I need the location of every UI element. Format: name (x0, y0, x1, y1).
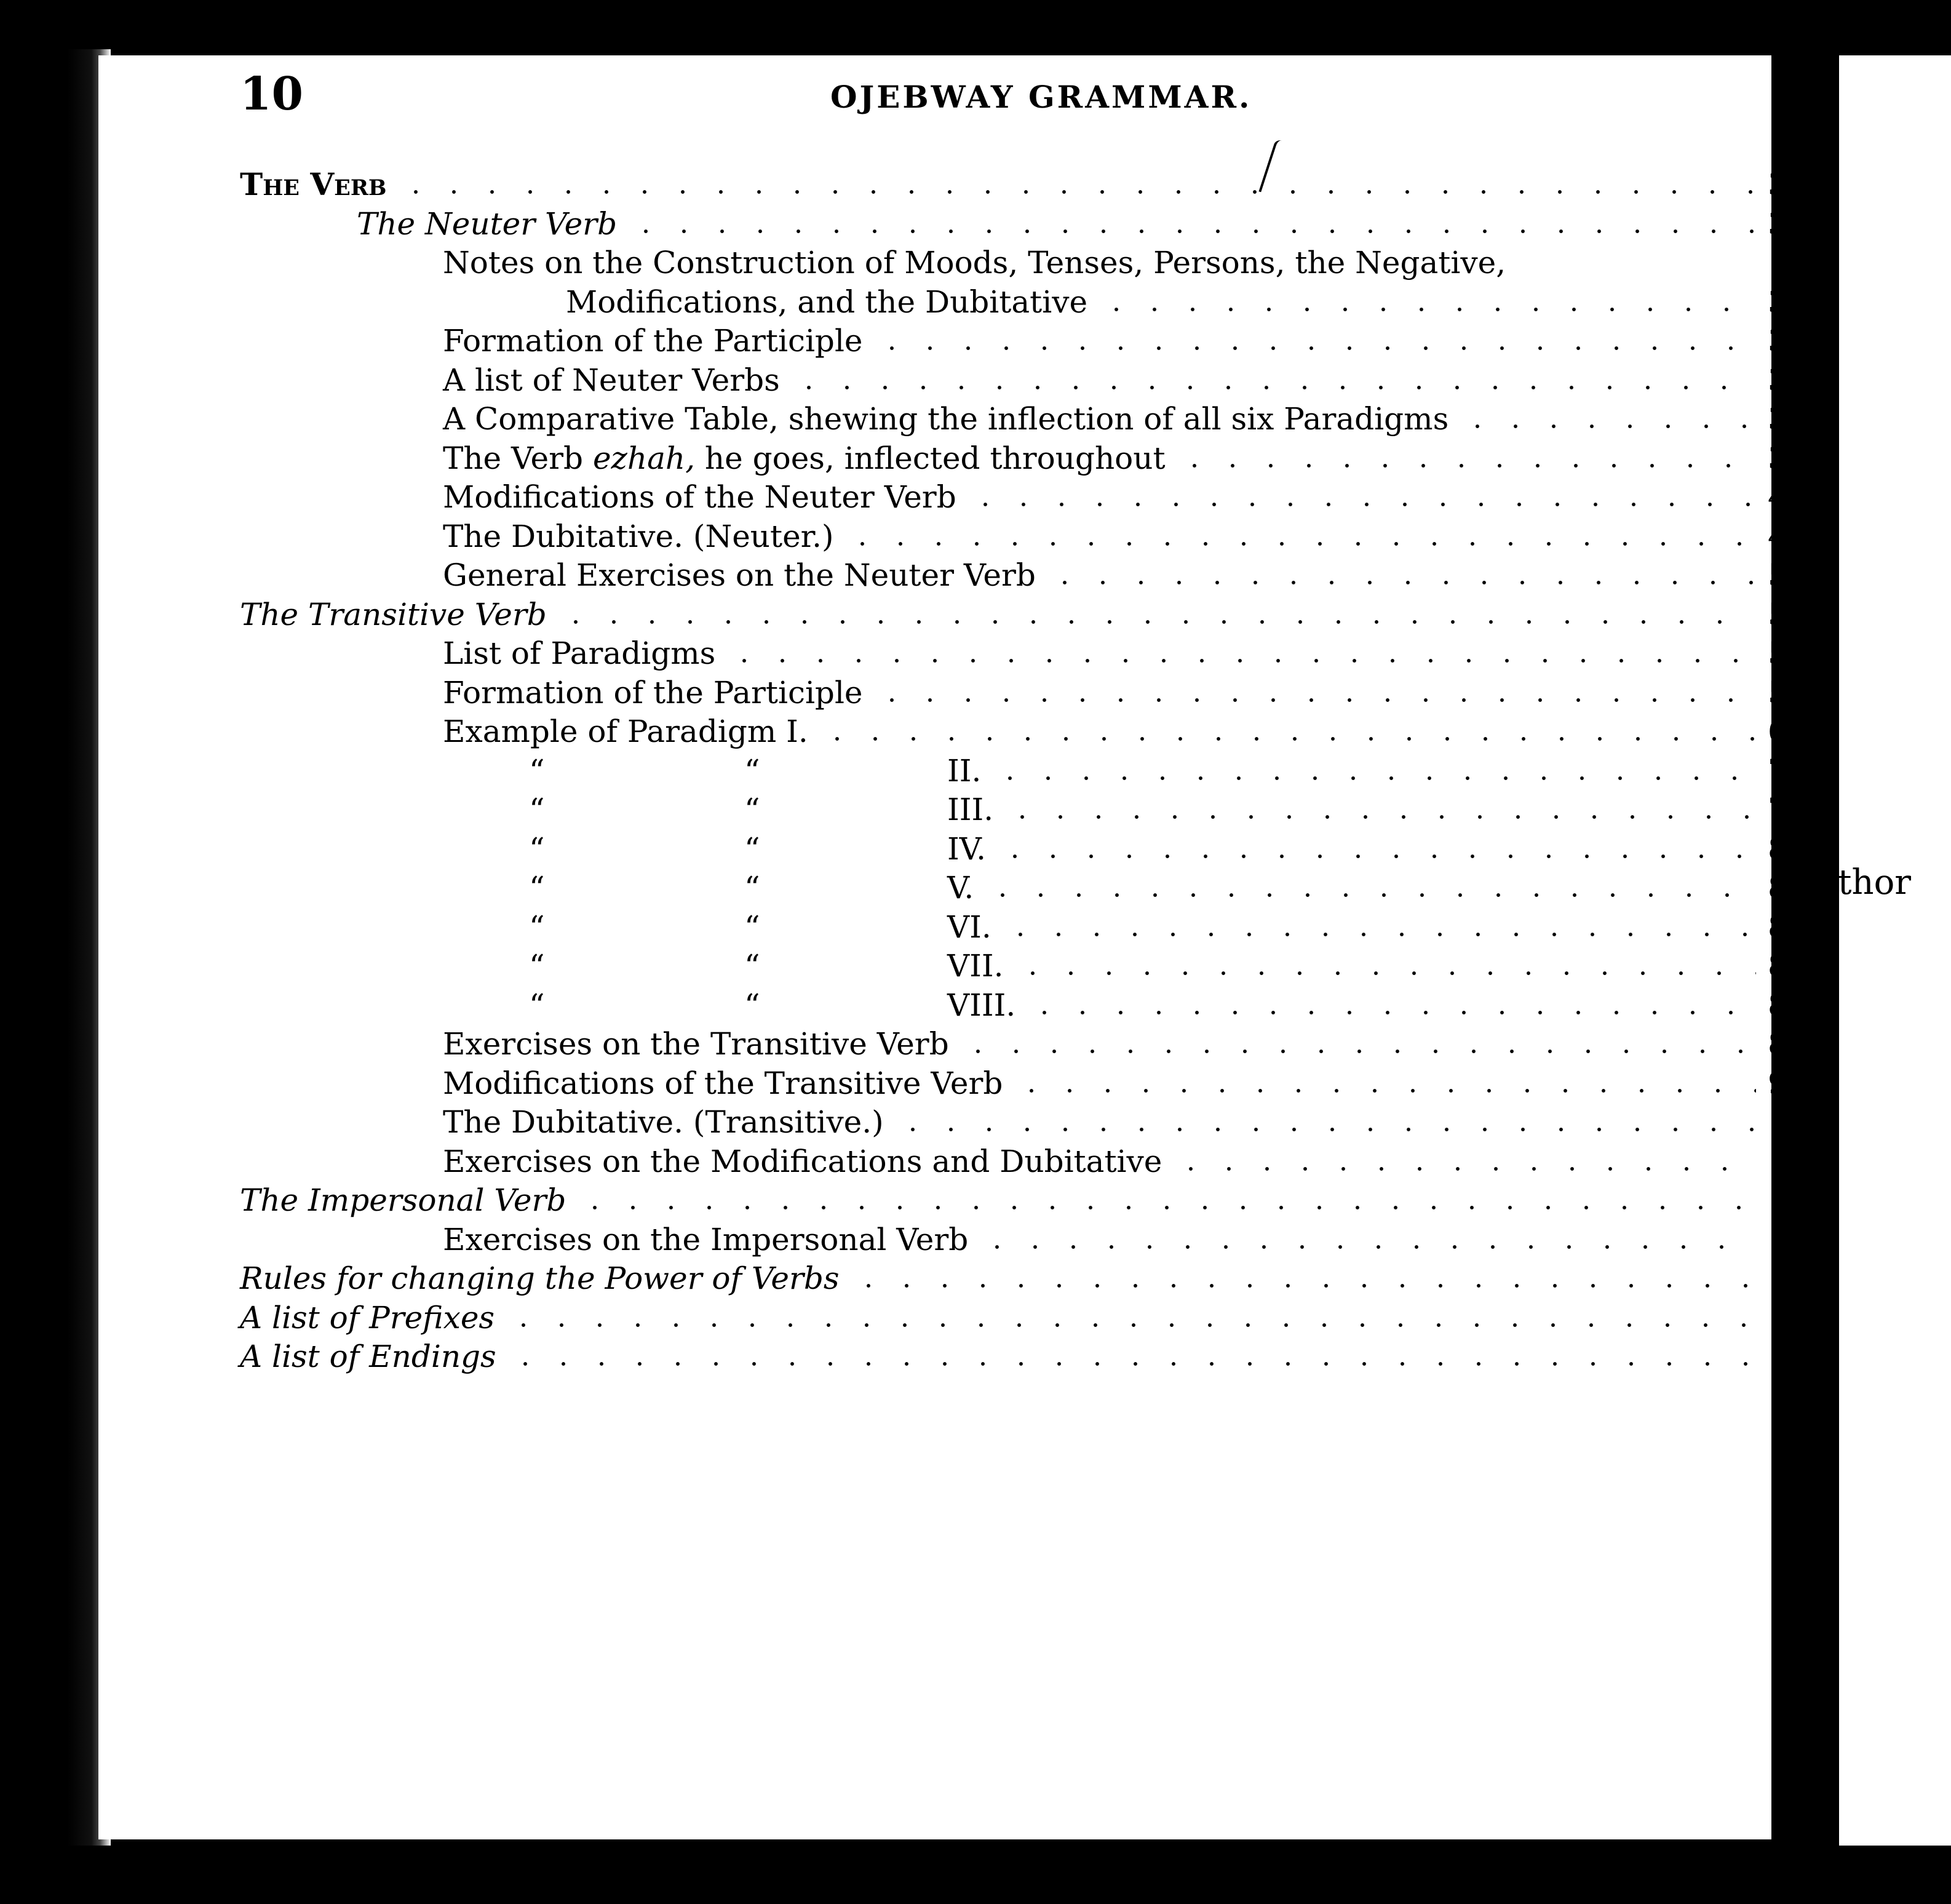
toc-entry-page-number: 3 (1768, 440, 1787, 476)
toc-entry (443, 477, 1756, 517)
toc-entry (443, 868, 1756, 907)
toc-entry-label: The Neuter Verb (357, 206, 618, 242)
ditto-mark: “ (744, 987, 760, 1023)
dot-leader (873, 698, 1756, 703)
dot-leader (576, 1205, 1756, 1210)
dot-leader (978, 1245, 1756, 1249)
toc-entry-label-part: he goes, inflected throughout (695, 440, 1166, 476)
dot-leader (1172, 1166, 1756, 1171)
toc-entry-label: The Dubitative. (Neuter.) (443, 519, 834, 554)
page-title: OJEBWAY GRAMMAR. (830, 79, 1252, 115)
toc-entry (443, 321, 1756, 360)
dot-leader (506, 1361, 1756, 1366)
toc-entry-page-number: 7 (1768, 753, 1787, 789)
toc-entry-page-number: 7 (1768, 792, 1787, 827)
toc-entry (443, 907, 1756, 947)
toc-entry (566, 282, 1756, 322)
toc-entry (240, 1259, 1756, 1298)
toc-entry-label: Modifications of the Neuter Verb (443, 479, 956, 515)
toc-entry-label-part: III. (947, 792, 994, 827)
toc-entry-label: A Comparative Table, shewing the inflection of all six Paradigms (443, 401, 1449, 437)
dot-leader (725, 658, 1756, 663)
toc-entry (443, 673, 1756, 712)
dot-leader (1046, 580, 1756, 585)
toc-entry-label (443, 790, 993, 829)
ditto-mark: “ (744, 753, 760, 789)
toc-entry (240, 1181, 1756, 1220)
toc-entry-label: Formation of the Participle (443, 675, 863, 711)
toc-entry-page-number: 4 (1768, 479, 1787, 515)
toc-entry (443, 829, 1756, 869)
toc-entry-label: Notes on the Construction of Moods, Tenses, Persons, the Negative, (443, 245, 1506, 281)
dot-leader (966, 502, 1756, 507)
toc-entry (443, 1064, 1756, 1103)
toc-entry (357, 204, 1756, 244)
dot-leader (983, 893, 1756, 898)
dot-leader (818, 736, 1756, 741)
ditto-mark: “ (744, 792, 760, 827)
toc-entry (443, 634, 1756, 673)
toc-entry (240, 1337, 1756, 1376)
ditto-mark: “ (529, 792, 545, 827)
toc-entry-page-number: 5 (1768, 635, 1787, 671)
toc-entry-page-number: 5 (1768, 675, 1787, 711)
toc-entry-page-number: 5 (1768, 557, 1787, 593)
dot-leader (996, 854, 1756, 859)
dot-leader (1001, 932, 1756, 937)
dot-leader (1097, 307, 1756, 312)
dot-leader (1014, 971, 1756, 976)
toc-entry (443, 751, 1756, 791)
dot-leader (1175, 463, 1756, 468)
ditto-mark: “ (744, 831, 760, 867)
toc-entry (443, 986, 1756, 1025)
toc-entry-label (443, 829, 986, 869)
dot-leader (873, 346, 1756, 351)
toc-entry-page-number: 6 (1768, 714, 1787, 749)
toc-entry-label: Modifications of the Transitive Verb (443, 1066, 1003, 1101)
toc-entry-page-number: 11 (1768, 1339, 1807, 1374)
toc-entry (443, 360, 1756, 400)
dot-leader (627, 229, 1756, 234)
toc-entry-page-number: 8 (1768, 909, 1787, 945)
toc-entry-label-part: VI. (947, 909, 991, 945)
toc-entry-label (443, 907, 991, 947)
toc-entry (443, 556, 1756, 595)
ditto-mark: “ (529, 870, 545, 906)
toc-entry-label-part: IV. (947, 831, 987, 867)
toc-entry-page-number: 5 (1768, 597, 1787, 632)
toc-entry (443, 1102, 1756, 1142)
toc-entry-label (443, 751, 981, 791)
toc-entry-page-number: 3 (1768, 401, 1787, 437)
dot-leader (843, 541, 1756, 546)
toc-entry-page-number: 8 (1768, 1026, 1787, 1062)
ditto-mark: “ (529, 987, 545, 1023)
toc-entry-label-part: VII. (947, 948, 1004, 984)
toc-entry (443, 439, 1756, 478)
toc-entry-label: A list of Endings (240, 1339, 496, 1374)
toc-entry (443, 790, 1756, 829)
toc-entry-label (443, 986, 1015, 1025)
toc-entry (443, 243, 1756, 282)
ditto-mark: “ (744, 948, 760, 984)
toc-entry-page-number: 3 (1768, 323, 1787, 359)
toc-entry-label (443, 868, 974, 907)
toc-entry-label-italic: ezhah, (592, 440, 695, 476)
page-number: 10 (240, 68, 303, 121)
toc-entry-label-part: VIII. (947, 987, 1016, 1023)
toc-entry-page-number: 3 (1768, 167, 1787, 202)
dot-leader (1003, 815, 1756, 819)
toc-entry-label (443, 946, 1004, 986)
toc-entry-label: General Exercises on the Neuter Verb (443, 557, 1036, 593)
dot-leader (894, 1127, 1756, 1132)
toc-entry-page-number: 3 (1768, 206, 1787, 242)
toc-entry-label (443, 439, 1166, 478)
toc-entry (443, 946, 1756, 986)
toc-entry-label: Example of Paradigm I. (443, 714, 808, 749)
toc-entry-page-number: 11 (1768, 1222, 1807, 1257)
toc-entry-page-number: 8 (1768, 987, 1787, 1023)
dot-leader (991, 776, 1756, 781)
toc-entry-page-number: 9 (1768, 1066, 1787, 1101)
toc-entry-label: Formation of the Participle (443, 323, 863, 359)
ditto-mark: “ (529, 831, 545, 867)
toc-entry-label: A list of Prefixes (240, 1300, 495, 1336)
dot-leader (1025, 1010, 1756, 1015)
toc-entry-label: Exercises on the Impersonal Verb (443, 1222, 969, 1257)
dot-leader (504, 1323, 1756, 1328)
toc-entry-page-number: 8 (1768, 948, 1787, 984)
dot-leader (557, 619, 1756, 624)
toc-entry-page-number: 10 (1768, 1144, 1807, 1179)
dot-leader (397, 189, 1756, 194)
toc-entry-page-number: 3 (1768, 362, 1787, 398)
toc-entry (240, 595, 1756, 634)
toc-entry-page-number: 10 (1768, 1182, 1807, 1218)
toc-entry-label-part: The Verb (443, 440, 593, 476)
toc-entry (443, 399, 1756, 439)
ditto-mark: “ (529, 948, 545, 984)
dot-leader (790, 385, 1756, 390)
toc-entry-label: The Dubitative. (Transitive.) (443, 1104, 884, 1140)
facing-page-text: thor (1838, 862, 1912, 902)
toc-entry-label: Exercises on the Modifications and Dubitative (443, 1144, 1162, 1179)
toc-entry-label: List of Paradigms (443, 635, 716, 671)
toc-entry-page-number: 11 (1768, 1300, 1807, 1336)
toc-entry-label: The Impersonal Verb (240, 1182, 566, 1218)
toc-entry (443, 1024, 1756, 1064)
toc-entry-label: Modifications, and the Dubitative (566, 284, 1088, 320)
dot-leader (1458, 424, 1756, 429)
toc-entry-page-number: 8 (1768, 831, 1787, 867)
toc-entry-label: The Transitive Verb (240, 597, 547, 632)
toc-entry (240, 1298, 1756, 1337)
dot-leader (959, 1049, 1756, 1054)
toc-entry (443, 1142, 1756, 1181)
toc-entry-page-number: 11 (1768, 1261, 1807, 1296)
dot-leader (1012, 1088, 1756, 1093)
toc-entry-label: Exercises on the Transitive Verb (443, 1026, 949, 1062)
toc-entry-label: Rules for changing the Power of Verbs (240, 1261, 840, 1296)
ditto-mark: “ (529, 753, 545, 789)
toc-entry (443, 517, 1756, 556)
toc-entry-page-number: 3 (1768, 284, 1787, 320)
toc-entry-page-number: 4 (1768, 519, 1787, 554)
toc-entry-label-part: V. (947, 870, 974, 906)
toc-entry-label: A list of Neuter Verbs (443, 362, 780, 398)
toc-entry-page-number: 10 (1768, 1104, 1807, 1140)
toc-entry (443, 712, 1756, 751)
ditto-mark: “ (529, 909, 545, 945)
toc-entry (240, 165, 1756, 204)
toc-entry-page-number: 8 (1768, 870, 1787, 906)
toc-entry-label: The Verb (240, 166, 387, 202)
toc-entry (443, 1220, 1756, 1259)
dot-leader (849, 1283, 1756, 1288)
toc-entry-label-part: II. (947, 753, 982, 789)
ditto-mark: “ (744, 909, 760, 945)
ditto-mark: “ (744, 870, 760, 906)
